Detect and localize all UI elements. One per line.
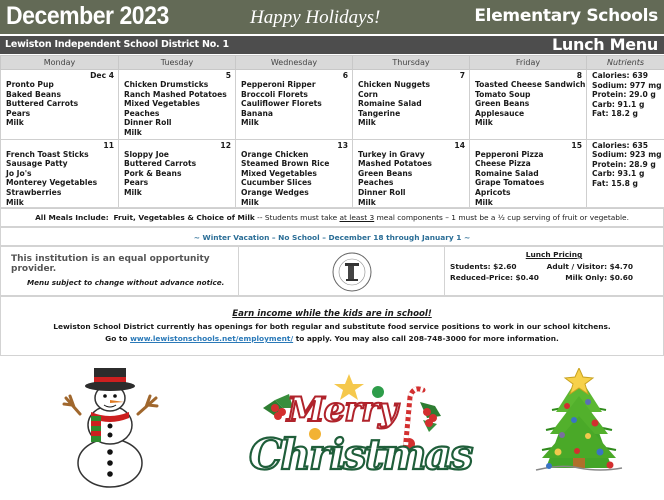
day-date: 11 <box>103 140 114 150</box>
menu-item: Green Beans <box>475 99 530 109</box>
menu-item: Steamed Brown Rice <box>241 159 330 169</box>
christmas-text: Christmas <box>249 430 472 479</box>
menu-item: Orange Chicken <box>241 149 309 159</box>
nutrient-value: Fat: 15.8 g <box>592 178 638 188</box>
menu-item: Tangerine <box>358 108 401 118</box>
menu-item: Peaches <box>358 178 394 188</box>
col-thursday: Thursday <box>353 56 470 70</box>
winter-vacation-notice: ~ Winter Vacation – No School – December 18 through January 1 ~ <box>0 227 664 246</box>
employment-headline: Earn income while the kids are in school! <box>232 309 432 319</box>
month-title: December 2023 <box>6 2 169 30</box>
nutrient-value: Fat: 18.2 g <box>592 109 638 119</box>
day-cell <box>353 70 470 140</box>
all-meals-label: All Meals Include: <box>35 213 109 222</box>
menu-item: Dinner Roll <box>358 187 406 197</box>
menu-item: Baked Beans <box>6 89 61 99</box>
snowman-icon <box>58 368 163 488</box>
day-cell <box>119 139 236 209</box>
menu-item: Pronto Pup <box>6 80 54 89</box>
menu-item: Peaches <box>124 108 160 118</box>
menu-item: Milk <box>358 118 376 128</box>
day-date: Dec 4 <box>90 71 114 80</box>
day-cell <box>236 70 353 140</box>
employment-link[interactable]: www.lewistonschools.net/employment/ <box>130 334 294 343</box>
day-date: 6 <box>342 71 348 80</box>
menu-item: Mixed Vegetables <box>241 168 317 178</box>
lunch-pricing <box>445 247 663 295</box>
menu-item: Tomato Soup <box>475 89 531 99</box>
menu-table <box>0 55 664 209</box>
rule-emphasis: at least 3 <box>339 213 375 222</box>
district-name: Lewiston Independent School District No. 1 <box>5 39 229 50</box>
col-tuesday: Tuesday <box>119 56 236 70</box>
price-reduced: Reduced-Price: $0.40 <box>450 273 539 282</box>
menu-item: Strawberries <box>6 187 62 197</box>
menu-item: Chicken Nuggets <box>358 80 431 89</box>
day-cell <box>1 70 119 140</box>
menu-item: Grape Tomatoes <box>475 178 545 188</box>
menu-item: Broccoli Florets <box>241 89 308 99</box>
price-students: Students: $2.60 <box>450 262 517 271</box>
menu-item: Milk <box>6 118 24 128</box>
subject-to-change-note: Menu subject to change without advance notice. <box>27 278 225 287</box>
menu-item: Pepperoni Pizza <box>475 149 544 159</box>
go-to-text: Go to <box>105 334 131 343</box>
employment-line1: Lewiston School District currently has openings for both regular and substitute food service positions to work in our school kitchens. <box>53 322 611 331</box>
notices <box>1 247 239 295</box>
nutrients-cell <box>587 139 664 209</box>
menu-item: Ranch Mashed Potatoes <box>124 89 227 99</box>
employment-line2 <box>1 334 663 343</box>
day-date: 5 <box>225 71 231 80</box>
school-level: Elementary Schools <box>474 6 658 26</box>
nutrient-value: Sodium: 977 mg <box>592 80 662 90</box>
day-cell <box>119 70 236 140</box>
lunch-menu-label: Lunch Menu <box>552 35 658 54</box>
nutrient-value: Protein: 29.0 g <box>592 90 656 100</box>
holiday-greeting: Happy Holidays! <box>250 7 381 28</box>
nutrient-value: Protein: 28.9 g <box>592 159 656 169</box>
column-header-row <box>1 56 664 70</box>
day-cell <box>1 139 119 209</box>
price-adult: Adult / Visitor: $4.70 <box>546 262 633 271</box>
menu-item: Romaine Salad <box>475 168 539 178</box>
col-nutrients: Nutrients <box>587 56 664 70</box>
menu-item: Buttered Carrots <box>124 159 197 169</box>
menu-item: Corn <box>358 89 378 99</box>
day-date: 14 <box>454 140 465 150</box>
price-milk: Milk Only: $0.60 <box>565 273 633 282</box>
menu-item: Pears <box>6 108 31 118</box>
day-cell <box>236 139 353 209</box>
menu-item: Milk <box>241 118 259 128</box>
menu-item: Applesauce <box>475 108 525 118</box>
nutrients-cell <box>587 70 664 140</box>
menu-item: Toasted Cheese Sandwich <box>475 80 586 89</box>
menu-item: French Toast Sticks <box>6 149 89 159</box>
all-meals-note <box>0 207 664 227</box>
menu-item: Chicken Drumsticks <box>124 80 209 89</box>
menu-item: Sausage Patty <box>6 159 68 169</box>
all-meals-components: Fruit, Vegetables & Choice of Milk <box>113 213 255 222</box>
menu-item: Milk <box>241 197 259 207</box>
menu-item: Romaine Salad <box>358 99 422 109</box>
district-banner <box>0 36 664 54</box>
menu-item: Monterey Vegetables <box>6 178 98 188</box>
nutrient-value: Carb: 91.1 g <box>592 99 645 109</box>
rule-text-end: meal components – 1 must be a ½ cup serving of fruit or vegetable. <box>374 213 629 222</box>
menu-item: Jo Jo's <box>6 168 32 178</box>
day-cell <box>353 139 470 209</box>
day-date: 8 <box>576 71 582 80</box>
menu-item: Milk <box>475 197 493 207</box>
equal-opportunity-statement: This institution is an equal opportunity provider. <box>11 254 210 274</box>
day-date: 15 <box>571 140 582 150</box>
week-row <box>1 70 664 140</box>
col-wednesday: Wednesday <box>236 56 353 70</box>
menu-item: Cucumber Slices <box>241 178 312 188</box>
menu-item: Sloppy Joe <box>124 149 169 159</box>
menu-item: Buttered Carrots <box>6 99 79 109</box>
apply-text: to apply. You may also call 208-748-3000 for more information. <box>293 334 559 343</box>
menu-item: Cheese Pizza <box>475 159 531 169</box>
menu-item: Pork & Beans <box>124 168 182 178</box>
seal-cell <box>239 247 445 295</box>
employment-notice <box>0 296 664 356</box>
menu-item: Cauliflower Florets <box>241 99 322 109</box>
menu-item: Mashed Potatoes <box>358 159 432 169</box>
menu-item: Banana <box>241 108 273 118</box>
day-cell <box>470 70 587 140</box>
menu-item: Green Beans <box>358 168 413 178</box>
pricing-title: Lunch Pricing <box>525 250 583 259</box>
menu-item: Pepperoni Ripper <box>241 80 316 89</box>
rule-text: Students must take <box>264 213 340 222</box>
merry-text: Merry <box>287 390 397 430</box>
nutrient-value: Calories: 635 <box>592 140 649 150</box>
menu-item: Dinner Roll <box>124 118 172 128</box>
day-cell <box>470 139 587 209</box>
merry-christmas-graphic <box>245 372 472 490</box>
title-banner <box>0 0 664 34</box>
nutrient-value: Carb: 93.1 g <box>592 169 645 179</box>
day-date: 7 <box>459 71 465 80</box>
nutrient-value: Sodium: 923 mg <box>592 150 662 160</box>
col-friday: Friday <box>470 56 587 70</box>
week-row <box>1 139 664 209</box>
nutrient-value: Calories: 639 <box>592 71 649 80</box>
menu-item: Milk <box>124 127 142 137</box>
menu-item: Turkey in Gravy <box>358 149 425 159</box>
day-date: 13 <box>337 140 348 150</box>
info-row <box>0 246 664 296</box>
menu-item: Mixed Vegetables <box>124 99 200 109</box>
menu-item: Milk <box>124 187 142 197</box>
christmas-tree-icon <box>522 368 637 480</box>
menu-item: Milk <box>6 197 24 207</box>
menu-item: Orange Wedges <box>241 187 309 197</box>
menu-item: Milk <box>475 118 493 128</box>
menu-item: Milk <box>358 197 376 207</box>
day-date: 12 <box>220 140 231 150</box>
district-seal-icon <box>332 252 372 292</box>
col-monday: Monday <box>1 56 119 70</box>
menu-item: Pears <box>124 178 149 188</box>
menu-item: Apricots <box>475 187 511 197</box>
separator: -- <box>254 213 265 222</box>
